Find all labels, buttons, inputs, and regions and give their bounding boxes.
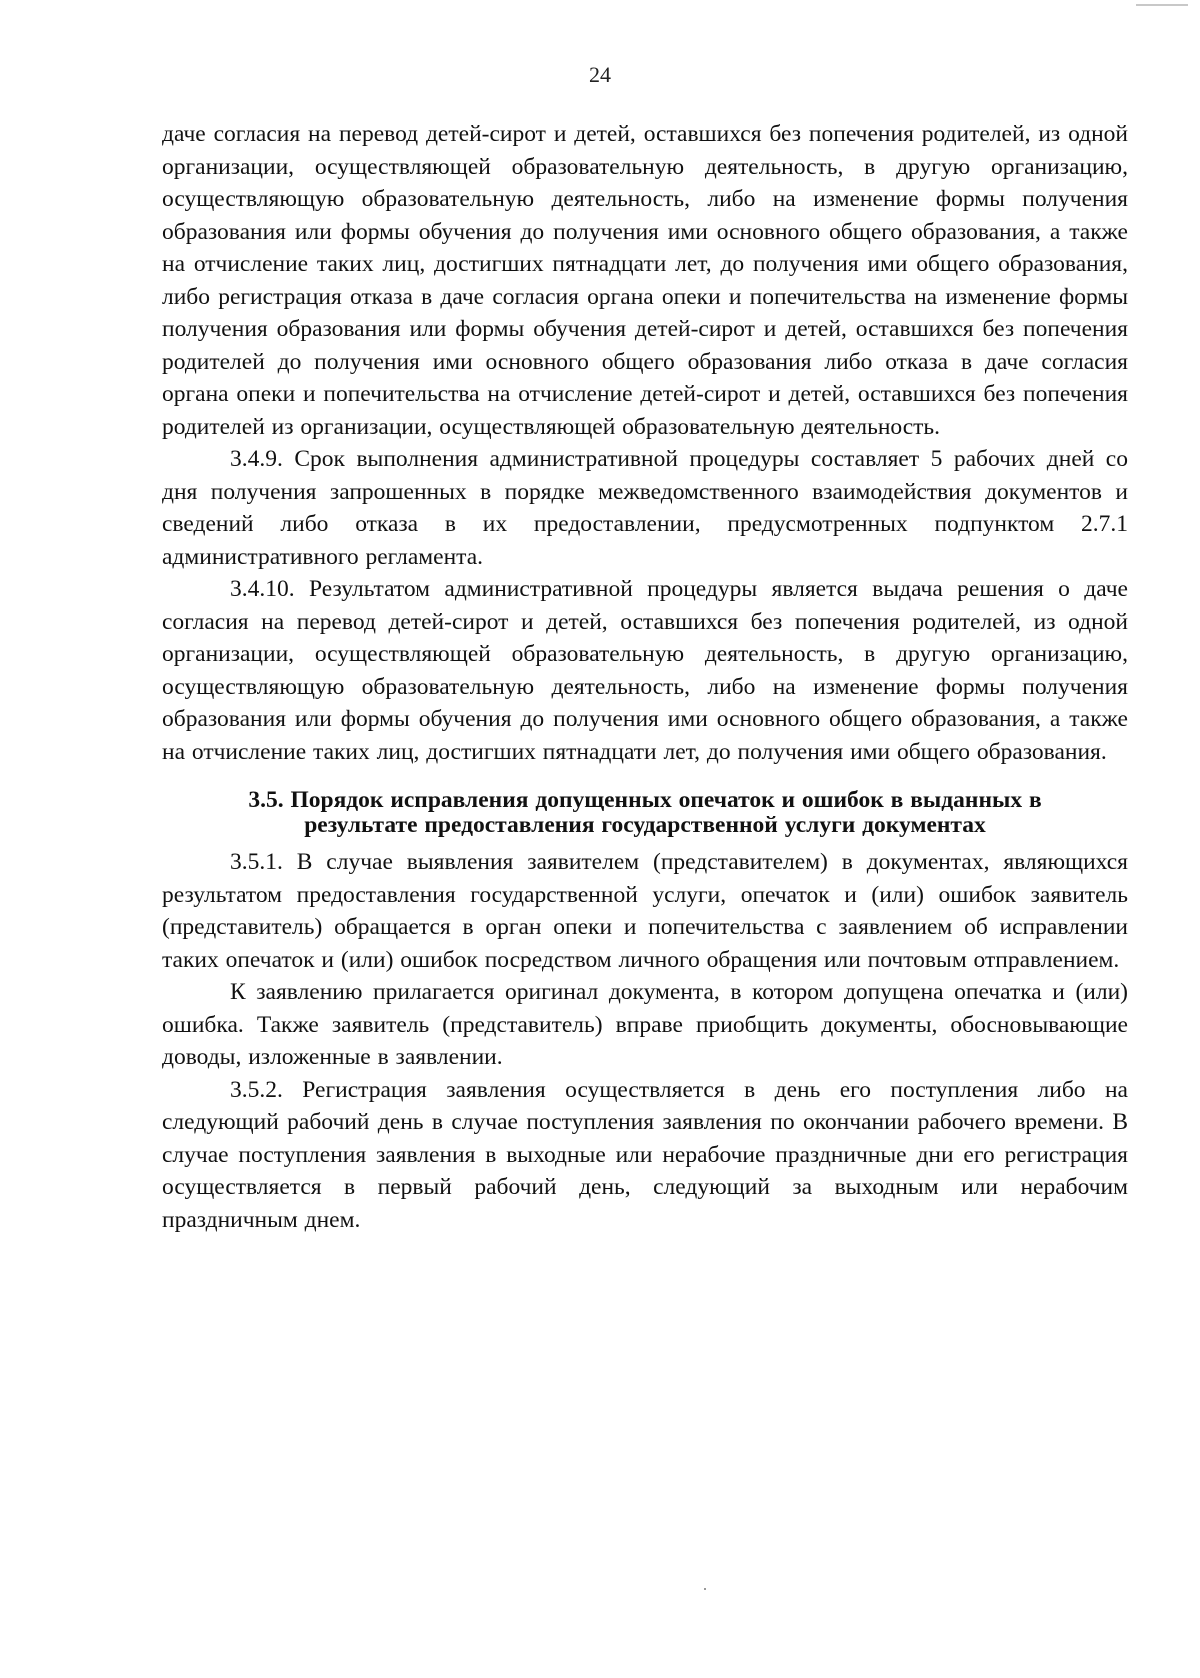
paragraph-3-5-2: 3.5.2. Регистрация заявления осуществляется в день его поступления либо на следующий рабочий день в случае поступления заявления по окончании рабочего времени. В случае поступления заявления в выходные или нерабочие праздничные дни его регистрация осуществляется в первый рабочий день, следующий за выходным или нерабочим праздничным днем. [162,1076,1128,1233]
section-heading-3-5: 3.5. Порядок исправления допущенных опечаток и ошибок в выданных в результате предоставления государственной услуги документах [248,787,1042,838]
paragraph-3-5-1: 3.5.1. В случае выявления заявителем (представителем) в документах, являющихся результатом предоставления государственной услуги, опечаток и (или) ошибок заявитель (представитель) обращается в орган опеки и попечительства с заявлением об исправлении таких опечаток и (или) ошибок посредством личного обращения или почтовым отправлением. [162,849,1128,973]
paragraph-attachment: К заявлению прилагается оригинал документа, в котором допущена опечатка и (или) ошибка. Также заявитель (представитель) вправе приобщить документы, обосновывающие доводы, изложенные в заявлении. [162,979,1128,1070]
scan-edge-mark [1136,4,1188,6]
paragraph-continuation: даче согласия на перевод детей-сирот и детей, оставшихся без попечения родителей, из одной организации, осуществляющей образовательную деятельность, в другую организацию, осуществляющую образовательную деятельность, либо на изменение формы получения образования или формы обучения до получения ими основного общего образования, а также на отчисление таких лиц, достигших пятнадцати лет, до получения ими общего образования, либо регистрация отказа в даче согласия органа опеки и попечительства на изменение формы получения образования или формы обучения детей-сирот и детей, оставшихся без попечения родителей до получения ими основного общего образования либо отказа в даче согласия органа опеки и попечительства на отчисление детей-сирот и детей, оставшихся без попечения родителей из организации, осуществляющей образовательную деятельность. [162,121,1128,440]
page-number: 24 [589,62,611,87]
scan-speck [704,1588,706,1590]
paragraph-3-4-9: 3.4.9. Срок выполнения административной процедуры составляет 5 рабочих дней со дня получения запрошенных в порядке межведомственного взаимодействия документов и сведений либо отказа в их предоставлении, предусмотренных подпунктом 2.7.1 административного регламента. [162,446,1128,570]
document-body [162,118,1128,1236]
paragraph-3-4-10: 3.4.10. Результатом административной процедуры является выдача решения о даче согласия на перевод детей-сирот и детей, оставшихся без попечения родителей, из одной организации, осуществляющей образовательную деятельность, в другую организацию, осуществляющую образовательную деятельность, либо на изменение формы получения образования или формы обучения до получения ими основного общего образования, а также на отчисление таких лиц, достигших пятнадцати лет, до получения ими общего образования. [162,576,1128,765]
